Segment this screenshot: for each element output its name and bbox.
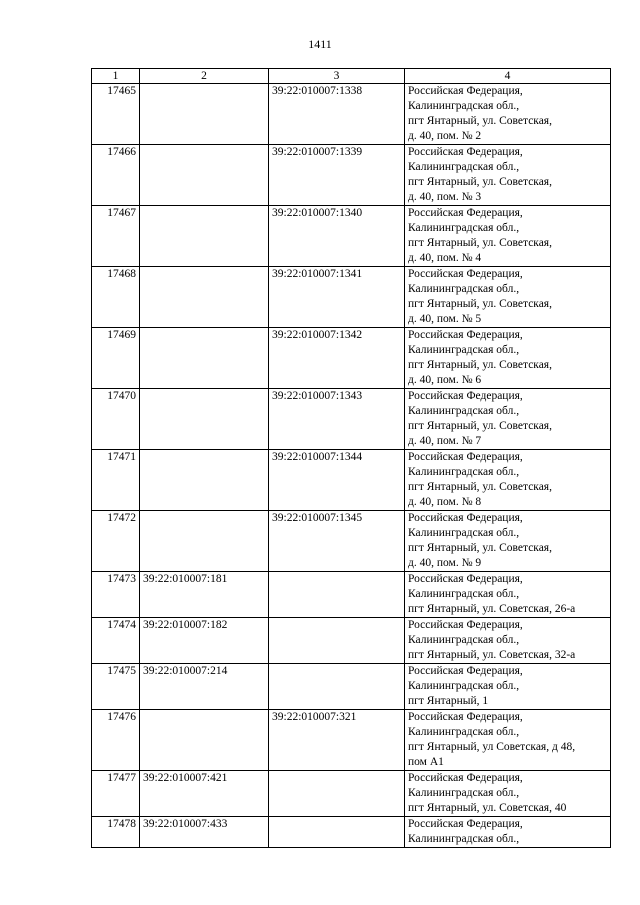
cadastral-number-col2 — [140, 267, 269, 328]
address-cell: Российская Федерация, Калининградская обл., пгт Янтарный, ул. Советская, 40 — [405, 771, 611, 817]
row-number: 17478 — [92, 817, 140, 848]
address-cell: Российская Федерация, Калининградская обл., пгт Янтарный, 1 — [405, 664, 611, 710]
cadastral-number-col3 — [269, 771, 405, 817]
registry-table — [91, 68, 611, 848]
cadastral-number-col3 — [269, 618, 405, 664]
cadastral-number-col3: 39:22:010007:1344 — [269, 450, 405, 511]
cadastral-number-col2: 39:22:010007:182 — [140, 618, 269, 664]
address-cell: Российская Федерация, Калининградская обл., — [405, 817, 611, 848]
table-row — [92, 771, 611, 817]
table-row — [92, 145, 611, 206]
address-cell: Российская Федерация, Калининградская обл., пгт Янтарный, ул. Советская, д. 40, пом. № 9 — [405, 511, 611, 572]
cadastral-number-col2 — [140, 710, 269, 771]
address-cell: Российская Федерация, Калининградская обл., пгт Янтарный, ул. Советская, д. 40, пом. № 3 — [405, 145, 611, 206]
table-row — [92, 206, 611, 267]
address-cell: Российская Федерация, Калининградская обл., пгт Янтарный, ул. Советская, д. 40, пом. № 8 — [405, 450, 611, 511]
address-cell: Российская Федерация, Калининградская обл., пгт Янтарный, ул. Советская, 32-а — [405, 618, 611, 664]
row-number: 17474 — [92, 618, 140, 664]
row-number: 17469 — [92, 328, 140, 389]
cadastral-number-col3: 39:22:010007:1339 — [269, 145, 405, 206]
address-cell: Российская Федерация, Калининградская обл., пгт Янтарный, ул. Советская, д. 40, пом. № 4 — [405, 206, 611, 267]
table-row — [92, 267, 611, 328]
cadastral-number-col2 — [140, 206, 269, 267]
page-number: 1411 — [308, 37, 332, 51]
cadastral-number-col2: 39:22:010007:214 — [140, 664, 269, 710]
header-row — [92, 69, 611, 84]
table-row — [92, 817, 611, 848]
cadastral-number-col3: 39:22:010007:1345 — [269, 511, 405, 572]
row-number: 17471 — [92, 450, 140, 511]
row-number: 17466 — [92, 145, 140, 206]
table-row — [92, 389, 611, 450]
row-number: 17465 — [92, 84, 140, 145]
column-header-2: 2 — [140, 69, 269, 84]
cadastral-number-col3 — [269, 572, 405, 618]
table-row — [92, 450, 611, 511]
cadastral-number-col3: 39:22:010007:1342 — [269, 328, 405, 389]
cadastral-number-col3: 39:22:010007:1340 — [269, 206, 405, 267]
row-number: 17477 — [92, 771, 140, 817]
cadastral-number-col3 — [269, 664, 405, 710]
row-number: 17476 — [92, 710, 140, 771]
cadastral-number-col3: 39:22:010007:321 — [269, 710, 405, 771]
cadastral-number-col3 — [269, 817, 405, 848]
cadastral-number-col2 — [140, 328, 269, 389]
cadastral-number-col2: 39:22:010007:421 — [140, 771, 269, 817]
cadastral-number-col2 — [140, 450, 269, 511]
row-number: 17475 — [92, 664, 140, 710]
row-number: 17472 — [92, 511, 140, 572]
address-cell: Российская Федерация, Калининградская обл., пгт Янтарный, ул. Советская, д. 40, пом. № 2 — [405, 84, 611, 145]
table-header — [92, 69, 611, 84]
column-header-1: 1 — [92, 69, 140, 84]
row-number: 17467 — [92, 206, 140, 267]
cadastral-number-col2 — [140, 145, 269, 206]
column-header-3: 3 — [269, 69, 405, 84]
cadastral-number-col2: 39:22:010007:181 — [140, 572, 269, 618]
row-number: 17470 — [92, 389, 140, 450]
address-cell: Российская Федерация, Калининградская обл., пгт Янтарный, ул. Советская, 26-а — [405, 572, 611, 618]
table-row — [92, 84, 611, 145]
table-body — [92, 84, 611, 848]
address-cell: Российская Федерация, Калининградская обл., пгт Янтарный, ул Советская, д 48, пом А1 — [405, 710, 611, 771]
cadastral-number-col3: 39:22:010007:1343 — [269, 389, 405, 450]
table-row — [92, 618, 611, 664]
address-cell: Российская Федерация, Калининградская обл., пгт Янтарный, ул. Советская, д. 40, пом. № 6 — [405, 328, 611, 389]
cadastral-number-col2 — [140, 84, 269, 145]
column-header-4: 4 — [405, 69, 611, 84]
table-row — [92, 511, 611, 572]
table-row — [92, 710, 611, 771]
cadastral-number-col3: 39:22:010007:1341 — [269, 267, 405, 328]
cadastral-number-col2 — [140, 511, 269, 572]
address-cell: Российская Федерация, Калининградская обл., пгт Янтарный, ул. Советская, д. 40, пом. № 5 — [405, 267, 611, 328]
address-cell: Российская Федерация, Калининградская обл., пгт Янтарный, ул. Советская, д. 40, пом. № 7 — [405, 389, 611, 450]
row-number: 17468 — [92, 267, 140, 328]
table-row — [92, 328, 611, 389]
cadastral-number-col2: 39:22:010007:433 — [140, 817, 269, 848]
table-row — [92, 664, 611, 710]
row-number: 17473 — [92, 572, 140, 618]
table-row — [92, 572, 611, 618]
cadastral-number-col2 — [140, 389, 269, 450]
cadastral-number-col3: 39:22:010007:1338 — [269, 84, 405, 145]
